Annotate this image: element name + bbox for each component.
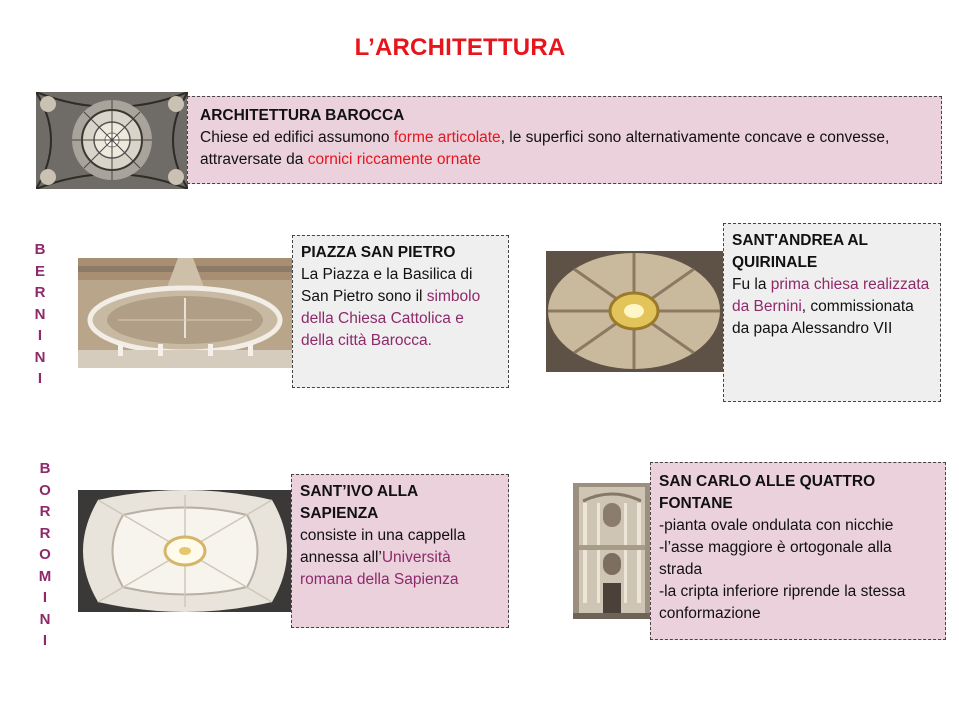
borromini-letter: R [39, 524, 51, 542]
san-carlo-box [650, 462, 946, 640]
page-title: L’ARCHITETTURA [354, 34, 566, 61]
piazza-san-pietro-image [78, 258, 293, 368]
barocca-heading: ARCHITETTURA BAROCCA [200, 107, 405, 124]
bernini-letter: N [34, 348, 46, 366]
sant-andrea-dome-illustration [546, 251, 723, 372]
sant-ivo-dome-illustration [78, 490, 292, 612]
bernini-letter: I [37, 327, 43, 344]
piazza-highlight-1: simbolo della Chiesa Cattolica e della città Barocca. [301, 288, 481, 349]
piazza-text-1: La Piazza e la Basilica di San Pietro sono il [301, 266, 473, 305]
san-carlo-facade-illustration [573, 483, 651, 619]
bernini-vertical-label [30, 239, 50, 390]
piazza-illustration [78, 258, 293, 368]
sant-ivo-box [291, 474, 509, 628]
bernini-letter: E [34, 262, 45, 280]
borromini-letter: R [39, 503, 51, 520]
borromini-letter: O [39, 546, 51, 563]
barocca-highlight-2: cornici riccamente ornate [307, 151, 481, 168]
san-carlo-line-2: -l’asse maggiore è ortogonale alla strada [659, 539, 892, 578]
san-carlo-line-3: -la cripta inferiore riprende la stessa conformazione [659, 583, 906, 622]
sant-ivo-highlight-1: Università romana della Sapienza [300, 549, 459, 588]
borromini-letter: O [39, 481, 51, 499]
bernini-letter: R [34, 284, 46, 301]
sant-andrea-text-2: , commissionata da papa Alessandro VII [732, 298, 914, 337]
sant-ivo-heading: SANT’IVO ALLA SAPIENZA [300, 483, 418, 522]
sant-andrea-highlight-1: prima chiesa realizzata da Bernini [732, 276, 930, 315]
barocca-box [187, 96, 942, 184]
san-carlo-heading: SAN CARLO ALLE QUATTRO FONTANE [659, 473, 876, 512]
sant-andrea-image [546, 251, 723, 372]
borromini-letter: I [42, 632, 48, 649]
barocca-highlight-1: forme articolate [393, 129, 501, 146]
borromini-vertical-label [35, 458, 55, 652]
sant-ivo-image [78, 490, 292, 612]
bernini-letter: I [37, 370, 43, 387]
sant-andrea-heading: SANT'ANDREA AL QUIRINALE [732, 232, 868, 271]
sant-andrea-box [723, 223, 941, 402]
barocca-text-1: Chiese ed edifici assumono [200, 129, 394, 146]
san-carlo-image [573, 483, 651, 619]
barocca-dome-image [36, 92, 188, 189]
barocca-text-2: , le superfici sono alternativamente concave e convesse, attraversate da [200, 129, 890, 168]
borromini-letter: I [42, 589, 48, 606]
san-carlo-line-1: -pianta ovale ondulata con nicchie [659, 517, 894, 534]
borromini-letter: N [39, 610, 51, 628]
sant-ivo-text-1: consiste in una cappella annessa all’ [300, 527, 466, 566]
piazza-heading: PIAZZA SAN PIETRO [301, 244, 456, 261]
bernini-letter: N [34, 305, 46, 323]
borromini-letter: M [38, 567, 52, 585]
bernini-letter: B [34, 241, 46, 258]
sant-andrea-text-1: Fu la [732, 276, 771, 293]
dome-illustration [36, 92, 188, 189]
borromini-letter: B [39, 460, 51, 477]
piazza-box [292, 235, 509, 388]
